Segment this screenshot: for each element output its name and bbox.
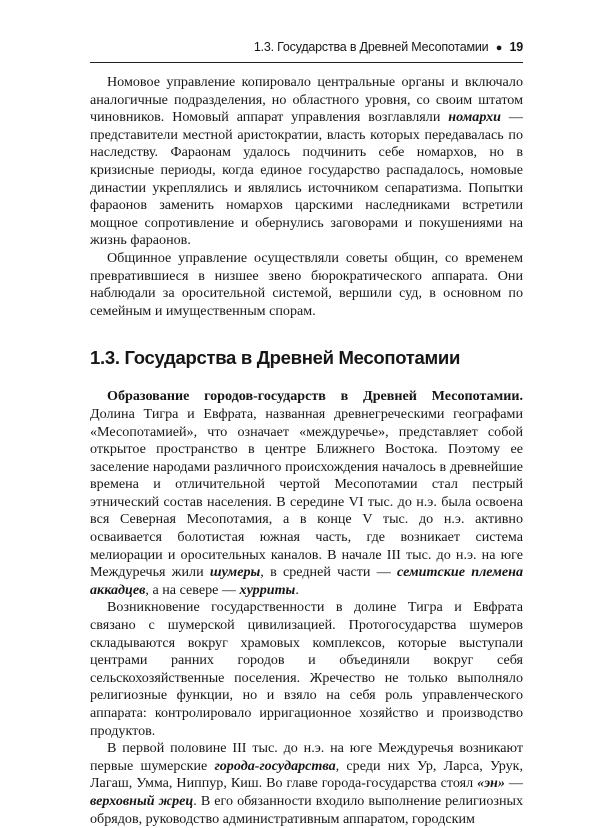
paragraph-sumerian-city-states: В первой половине III тыс. до н.э. на юге Междуречья возникают первые шумерские города-государства, среди них Ур, Ларса, Урук, Лагаш, Умма, Ниппур, Киш. Во главе города-государства стоял «эн» — верховный жрец. В его обязанности входило выполнение религиозных обрядов, руководство административным аппаратом, городским	[90, 740, 524, 827]
term-akkadians: семитские племена аккадцев	[90, 564, 523, 598]
paragraph-nome-administration: Номовое управление копировало центральные органы и включало аналогичные подразделения, но областного уровня, со своим штатом чиновников. Номовый аппарат управления возглавляли номархи — представители местной аристократии, власть которых передавалась по наследству. Фараонам удалось подчинить себе номархов, но в кризисные периоды, когда единое государство распадалось, номовые династии укреплялись и являлись источником сепаратизма. Попытки фараонов заменить номархов царскими наследниками встретили мощное сопротивление и обернулись заговорами и покушениями на жизнь фараонов.	[90, 74, 523, 249]
run-in-heading: Образование городов-государств в Древней Месопотамии.	[107, 388, 523, 405]
term-en: «эн»	[477, 775, 505, 792]
term-nomarchs: номархи	[448, 109, 501, 126]
paragraph-city-states-formation: Образование городов-государств в Древней Месопотамии. Долина Тигра и Евфрата, названная древнегреческими географами «Месопотамией», что означает «междуречье», представляет собой открытое пространство в центре Ближнего Востока. Поэтому ее заселение народами различного происхождения началось в древнейшие времена и отличительной чертой Месопотамии стал пестрый этнический состав населения. В середине VI тыс. до н.э. была освоена вся Северная Месопотамия, а в конце V тыс. до н.э. активно осваивается болотистая южная часть, где возникает система мелиорации и оросительных каналов. В начале III тыс. до н.э. на юге Междуречья жили шумеры, в средней части — семитские племена аккадцев, а на севере — хурриты.	[90, 388, 523, 598]
term-city-states: города-государства	[214, 757, 336, 774]
body-text	[90, 74, 523, 828]
term-sumerians: шумеры	[209, 564, 261, 581]
paragraph-community-administration: Общинное управление осуществляли советы общин, со временем превратившиеся в низшее звено бюрократического аппарата. Они наблюдали за оросительной системой, вершили суд, в основном по семейным и имущественным спорам.	[90, 249, 523, 319]
term-high-priest: верховный жрец	[90, 792, 194, 809]
running-head-title: 1.3. Государства в Древней Месопотамии	[253, 40, 489, 54]
paragraph-statehood-origin: Возникновение государственности в долине Тигра и Евфрата связано с шумерской цивилизацией. Протогосударства шумеров складываются вокруг храмовых комплексов, которые выступали центрами ранних городов и объединяли вокруг себя сельскохозяйственные поселения. Жречество не только выполняло религиозные функции, но и взяло на себя роль управленческого аппарата: контролировало ирригационное хозяйство и производство продуктов.	[90, 599, 523, 739]
section-heading: 1.3. Государства в Древней Месопотамии	[90, 347, 461, 369]
page-number: 19	[509, 40, 523, 54]
term-hurrians: хурриты	[239, 581, 296, 598]
running-head	[90, 40, 523, 63]
bullet-icon: ●	[495, 42, 503, 54]
